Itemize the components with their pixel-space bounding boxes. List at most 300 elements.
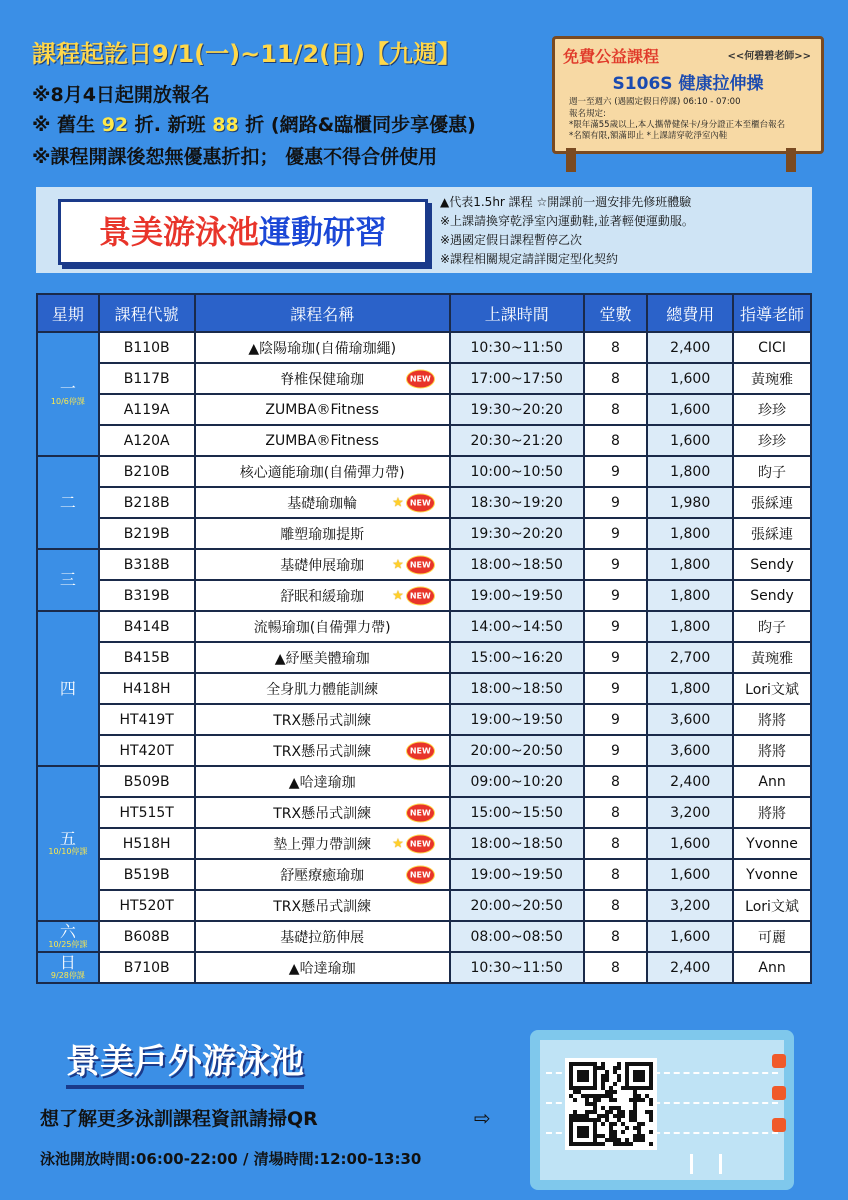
class-time-text: 19:00~19:50 xyxy=(470,866,563,883)
instructor xyxy=(733,332,811,363)
instructor xyxy=(733,549,811,580)
instructor xyxy=(733,673,811,704)
total-fee-text: 3,200 xyxy=(670,804,711,821)
session-count-text: 9 xyxy=(611,618,620,635)
day-closure-note: 10/6停課 xyxy=(50,397,85,406)
sign-time: 週一至週六 (遇國定假日停課) 06:10 - 07:00 xyxy=(569,97,741,107)
course-code-text: B318B xyxy=(123,556,170,573)
course-name xyxy=(195,859,450,890)
table-header-row xyxy=(37,294,811,332)
course-code xyxy=(99,828,195,859)
session-count-text: 9 xyxy=(611,587,620,604)
new-discount: 88 xyxy=(212,114,239,136)
course-code xyxy=(99,797,195,828)
total-fee xyxy=(647,425,733,456)
total-fee-text: 1,800 xyxy=(670,463,711,480)
day-label: 六 xyxy=(59,921,76,941)
course-badges xyxy=(406,865,435,884)
instructor xyxy=(733,363,811,394)
course-code-text: B110B xyxy=(123,339,170,356)
buoy-icon xyxy=(772,1086,786,1100)
course-name xyxy=(195,363,450,394)
program-title: 景美游泳池運動研習 xyxy=(58,199,428,265)
class-time xyxy=(450,394,584,425)
day-cell xyxy=(37,766,99,921)
new-badge: NEW xyxy=(406,865,435,884)
class-time-text: 14:00~14:50 xyxy=(470,618,563,635)
instructor xyxy=(733,921,811,952)
table-row xyxy=(37,890,811,921)
session-count-text: 9 xyxy=(611,680,620,697)
session-count-text: 8 xyxy=(611,897,620,914)
table-row xyxy=(37,859,811,890)
instructor xyxy=(733,735,811,766)
session-count xyxy=(584,952,648,983)
session-count xyxy=(584,797,648,828)
course-code-text: B414B xyxy=(123,618,170,635)
instructor-text: 昀子 xyxy=(758,464,787,481)
table-row xyxy=(37,611,811,642)
course-badges xyxy=(392,834,435,853)
day-label: 一 xyxy=(59,379,76,398)
course-code xyxy=(99,890,195,921)
registration-open-note: ※8月4日起開放報名 xyxy=(32,84,210,106)
new-badge: NEW xyxy=(406,493,435,512)
instructor-text: 張綵連 xyxy=(751,526,794,543)
course-name xyxy=(195,332,450,363)
instructor xyxy=(733,487,811,518)
session-count xyxy=(584,518,648,549)
course-name-text: 基礎拉筋伸展 xyxy=(280,929,365,946)
day-label: 二 xyxy=(59,492,76,512)
course-code xyxy=(99,363,195,394)
total-fee xyxy=(647,332,733,363)
outdoor-pool-title: 景美戶外游泳池 xyxy=(66,1034,304,1089)
course-name xyxy=(195,766,450,797)
class-time xyxy=(450,487,584,518)
header-code: 課程代號 xyxy=(99,294,195,332)
course-code xyxy=(99,456,195,487)
total-fee xyxy=(647,766,733,797)
session-count-text: 9 xyxy=(611,742,620,759)
instructor-text: 昀子 xyxy=(758,619,787,636)
class-time-text: 19:30~20:20 xyxy=(470,525,563,542)
no-discount-note: ※課程開課後恕無優惠折扣； 優惠不得合併使用 xyxy=(32,146,438,168)
table-row xyxy=(37,394,811,425)
class-time xyxy=(450,363,584,394)
course-name-text: 流暢瑜珈(自備彈力帶) xyxy=(253,619,391,636)
total-fee xyxy=(647,952,733,983)
qr-hint: 想了解更多泳訓課程資訊請掃QR xyxy=(40,1108,318,1130)
session-count xyxy=(584,828,648,859)
course-code xyxy=(99,549,195,580)
course-name xyxy=(195,797,450,828)
session-count xyxy=(584,642,648,673)
course-code-text: A119A xyxy=(123,401,170,418)
table-row xyxy=(37,580,811,611)
total-fee-text: 1,600 xyxy=(670,928,711,945)
course-name xyxy=(195,673,450,704)
session-count xyxy=(584,673,648,704)
day-label: 四 xyxy=(59,678,76,698)
session-count-text: 9 xyxy=(611,525,620,542)
total-fee xyxy=(647,363,733,394)
program-banner xyxy=(36,187,812,273)
new-badge: NEW xyxy=(406,803,435,822)
course-name-text: 墊上彈力帶訓練 xyxy=(273,836,372,853)
header-name: 課程名稱 xyxy=(195,294,450,332)
class-time xyxy=(450,425,584,456)
course-code xyxy=(99,580,195,611)
class-time xyxy=(450,859,584,890)
course-name-text: TRX懸吊式訓練 xyxy=(273,712,372,729)
total-fee xyxy=(647,518,733,549)
sign-post xyxy=(786,148,796,172)
course-name xyxy=(195,735,450,766)
course-name xyxy=(195,921,450,952)
class-time-text: 15:00~16:20 xyxy=(470,649,563,666)
instructor-text: 黃琬雅 xyxy=(751,650,794,667)
course-name-text: TRX懸吊式訓練 xyxy=(273,898,372,915)
course-name xyxy=(195,425,450,456)
new-badge: NEW xyxy=(406,369,435,388)
class-time xyxy=(450,456,584,487)
instructor xyxy=(733,611,811,642)
session-count-text: 9 xyxy=(611,463,620,480)
course-code xyxy=(99,921,195,952)
course-name-text: 全身肌力體能訓練 xyxy=(266,681,379,698)
class-time-text: 15:00~15:50 xyxy=(470,804,563,821)
session-count xyxy=(584,921,648,952)
session-count xyxy=(584,363,648,394)
course-name xyxy=(195,890,450,921)
course-name xyxy=(195,487,450,518)
course-name-text: ▲哈達瑜珈 xyxy=(288,960,356,977)
session-count-text: 9 xyxy=(611,649,620,666)
star-icon: ★ xyxy=(392,836,404,851)
course-name-text: TRX懸吊式訓練 xyxy=(273,743,372,760)
table-row xyxy=(37,921,811,952)
course-code-text: HT515T xyxy=(119,804,174,821)
session-count-text: 9 xyxy=(611,494,620,511)
total-fee xyxy=(647,704,733,735)
session-count-text: 8 xyxy=(611,959,620,976)
total-fee xyxy=(647,797,733,828)
banner-note: ※課程相關規定請詳閱定型化契約 xyxy=(440,252,619,266)
course-name-text: 基礎伸展瑜珈 xyxy=(280,557,365,574)
table-row xyxy=(37,549,811,580)
new-badge: NEW xyxy=(406,741,435,760)
table-row xyxy=(37,797,811,828)
course-name-text: ▲哈達瑜珈 xyxy=(288,774,356,791)
course-name-text: 基礎瑜珈輪 xyxy=(287,495,358,512)
course-name-text: ZUMBA®Fitness xyxy=(265,432,379,449)
instructor xyxy=(733,797,811,828)
total-fee xyxy=(647,921,733,952)
sign-teacher: <<何碧碧老師>> xyxy=(727,51,811,62)
class-time-text: 20:30~21:20 xyxy=(470,432,563,449)
course-name-text: ZUMBA®Fitness xyxy=(265,401,379,418)
instructor-text: 張綵連 xyxy=(751,495,794,512)
table-row xyxy=(37,642,811,673)
course-name-text: ▲陰陽瑜珈(自備瑜珈繩) xyxy=(248,340,397,357)
instructor xyxy=(733,580,811,611)
course-name xyxy=(195,394,450,425)
session-count xyxy=(584,332,648,363)
total-fee-text: 1,600 xyxy=(670,866,711,883)
course-name xyxy=(195,549,450,580)
session-count xyxy=(584,580,648,611)
course-schedule-table xyxy=(36,293,812,984)
table-row xyxy=(37,952,811,983)
instructor xyxy=(733,425,811,456)
class-time-text: 18:30~19:20 xyxy=(470,494,563,511)
course-code xyxy=(99,952,195,983)
day-label: 日 xyxy=(59,952,76,972)
class-time-text: 17:00~17:50 xyxy=(470,370,563,387)
class-time xyxy=(450,332,584,363)
course-code xyxy=(99,859,195,890)
banner-note: ▲代表1.5hr 課程 ☆開課前一週安排先修班體驗 xyxy=(440,195,692,209)
day-label: 三 xyxy=(59,570,76,589)
course-code-text: H418H xyxy=(122,680,171,697)
course-name-text: TRX懸吊式訓練 xyxy=(273,805,372,822)
session-count-text: 8 xyxy=(611,804,620,821)
instructor xyxy=(733,859,811,890)
course-name xyxy=(195,456,450,487)
session-count xyxy=(584,704,648,735)
total-fee xyxy=(647,456,733,487)
session-count-text: 8 xyxy=(611,432,620,449)
total-fee xyxy=(647,611,733,642)
sign-rules-title: 報名規定: xyxy=(569,109,606,119)
total-fee xyxy=(647,580,733,611)
session-count-text: 8 xyxy=(611,339,620,356)
course-code-text: A120A xyxy=(123,432,170,449)
course-code-text: H518H xyxy=(122,835,171,852)
day-cell xyxy=(37,549,99,611)
new-badge: NEW xyxy=(406,586,435,605)
class-time-text: 10:00~10:50 xyxy=(470,463,563,480)
banner-note: ※遇國定假日課程暫停乙次 xyxy=(440,233,583,247)
total-fee-text: 1,600 xyxy=(670,835,711,852)
class-time-text: 08:00~08:50 xyxy=(470,928,563,945)
instructor-text: 珍珍 xyxy=(758,402,787,419)
total-fee-text: 2,700 xyxy=(670,649,711,666)
total-fee-text: 3,200 xyxy=(670,897,711,914)
session-count-text: 9 xyxy=(611,556,620,573)
total-fee xyxy=(647,549,733,580)
class-time xyxy=(450,921,584,952)
returning-discount: 92 xyxy=(101,114,129,136)
class-time xyxy=(450,518,584,549)
course-code-text: B218B xyxy=(123,494,170,511)
table-row xyxy=(37,363,811,394)
class-time xyxy=(450,828,584,859)
course-code xyxy=(99,425,195,456)
instructor-text: 可麗 xyxy=(758,929,787,946)
table-row xyxy=(37,425,811,456)
total-fee-text: 2,400 xyxy=(670,773,711,790)
class-time-text: 09:00~10:20 xyxy=(470,773,563,790)
table-row xyxy=(37,766,811,797)
instructor-text: 珍珍 xyxy=(758,433,787,450)
class-time xyxy=(450,797,584,828)
course-name-text: 舒壓療癒瑜珈 xyxy=(280,867,365,884)
new-badge: NEW xyxy=(406,555,435,574)
course-code xyxy=(99,518,195,549)
total-fee xyxy=(647,735,733,766)
total-fee-text: 1,600 xyxy=(670,401,711,418)
instructor xyxy=(733,456,811,487)
class-time-text: 19:00~19:50 xyxy=(470,587,563,604)
table-row xyxy=(37,704,811,735)
course-badges xyxy=(406,741,435,760)
day-cell xyxy=(37,921,99,952)
total-fee xyxy=(647,487,733,518)
day-closure-note: 10/25停課 xyxy=(48,939,88,949)
session-count-text: 9 xyxy=(611,711,620,728)
class-time-text: 10:30~11:50 xyxy=(470,339,563,356)
class-time xyxy=(450,580,584,611)
header-count: 堂數 xyxy=(584,294,648,332)
course-code-text: B415B xyxy=(123,649,170,666)
course-name xyxy=(195,518,450,549)
instructor-text: Ann xyxy=(758,959,786,976)
instructor xyxy=(733,890,811,921)
instructor xyxy=(733,766,811,797)
sign-course-title: S106S 健康拉伸操 xyxy=(612,74,764,94)
buoy-icon xyxy=(772,1118,786,1132)
course-name xyxy=(195,828,450,859)
total-fee-text: 1,600 xyxy=(670,432,711,449)
course-period-title: 課程起訖日9/1(一)~11/2(日)【九週】 xyxy=(32,40,462,68)
course-name xyxy=(195,611,450,642)
pool-hours: 泳池開放時間:06:00-22:00 / 清場時間:12:00-13:30 xyxy=(40,1150,422,1168)
instructor-text: 黃琬雅 xyxy=(751,371,794,388)
instructor xyxy=(733,518,811,549)
total-fee-text: 1,800 xyxy=(670,556,711,573)
table-row xyxy=(37,518,811,549)
class-time xyxy=(450,735,584,766)
day-cell xyxy=(37,952,99,983)
arrow-right-icon: ⇨ xyxy=(474,1106,491,1130)
table-row xyxy=(37,673,811,704)
free-course-tag: 免費公益課程 xyxy=(563,47,660,66)
session-count-text: 8 xyxy=(611,928,620,945)
day-cell xyxy=(37,456,99,549)
day-cell xyxy=(37,332,99,456)
header-fee: 總費用 xyxy=(647,294,733,332)
class-time-text: 19:00~19:50 xyxy=(470,711,563,728)
day-closure-note: 10/10停課 xyxy=(48,846,88,856)
class-time xyxy=(450,673,584,704)
star-icon: ★ xyxy=(392,495,404,510)
instructor-text: Yvonne xyxy=(746,835,798,852)
course-name xyxy=(195,952,450,983)
total-fee-text: 2,400 xyxy=(670,339,711,356)
session-count-text: 8 xyxy=(611,835,620,852)
course-code xyxy=(99,394,195,425)
sign-rule: *限年滿55歲以上,本人攜帶健保卡/身分證正本至櫃台報名 xyxy=(569,120,786,130)
course-code xyxy=(99,332,195,363)
instructor-text: CICI xyxy=(758,339,786,356)
course-code xyxy=(99,487,195,518)
day-label: 五 xyxy=(59,828,76,848)
instructor-text: 將將 xyxy=(758,743,787,760)
qr-code-icon[interactable] xyxy=(565,1058,657,1150)
course-code-text: B210B xyxy=(123,463,170,480)
instructor-text: Lori文斌 xyxy=(745,681,799,698)
course-code-text: B117B xyxy=(123,370,170,387)
total-fee-text: 1,800 xyxy=(670,680,711,697)
course-name xyxy=(195,580,450,611)
session-count xyxy=(584,487,648,518)
class-time-text: 19:30~20:20 xyxy=(470,401,563,418)
sign-post xyxy=(566,148,576,172)
course-badges xyxy=(392,493,435,512)
total-fee-text: 1,600 xyxy=(670,370,711,387)
star-icon: ★ xyxy=(392,557,404,572)
class-time xyxy=(450,611,584,642)
course-badges xyxy=(392,555,435,574)
instructor xyxy=(733,394,811,425)
course-badges xyxy=(406,369,435,388)
total-fee xyxy=(647,890,733,921)
course-badges xyxy=(392,586,435,605)
instructor xyxy=(733,642,811,673)
course-code xyxy=(99,735,195,766)
session-count xyxy=(584,394,648,425)
course-code xyxy=(99,611,195,642)
instructor-text: Sendy xyxy=(750,587,794,604)
course-name xyxy=(195,704,450,735)
total-fee-text: 1,980 xyxy=(670,494,711,511)
session-count xyxy=(584,549,648,580)
instructor-text: Lori文斌 xyxy=(745,898,799,915)
table-row xyxy=(37,487,811,518)
total-fee xyxy=(647,673,733,704)
course-code-text: HT419T xyxy=(119,711,174,728)
star-icon: ★ xyxy=(392,588,404,603)
session-count xyxy=(584,859,648,890)
course-code xyxy=(99,766,195,797)
header-teacher: 指導老師 xyxy=(733,294,811,332)
session-count-text: 8 xyxy=(611,370,620,387)
course-code-text: HT420T xyxy=(119,742,174,759)
course-code-text: B219B xyxy=(123,525,170,542)
table-row xyxy=(37,735,811,766)
course-name-text: 核心適能瑜珈(自備彈力帶) xyxy=(239,464,405,481)
total-fee xyxy=(647,828,733,859)
session-count-text: 8 xyxy=(611,401,620,418)
class-time xyxy=(450,766,584,797)
class-time xyxy=(450,549,584,580)
total-fee-text: 3,600 xyxy=(670,711,711,728)
instructor xyxy=(733,952,811,983)
day-cell xyxy=(37,611,99,766)
instructor xyxy=(733,704,811,735)
course-code xyxy=(99,642,195,673)
discount-note: ※ 舊生 92 折. 新班 88 折 (網路&臨櫃同步享優惠) xyxy=(32,114,476,136)
new-badge: NEW xyxy=(406,834,435,853)
sign-rule: *名額有限,額滿即止 *上課請穿乾淨室內鞋 xyxy=(569,131,728,141)
course-code-text: B710B xyxy=(123,959,170,976)
course-code-text: B519B xyxy=(123,866,170,883)
class-time xyxy=(450,642,584,673)
session-count xyxy=(584,735,648,766)
session-count-text: 8 xyxy=(611,773,620,790)
